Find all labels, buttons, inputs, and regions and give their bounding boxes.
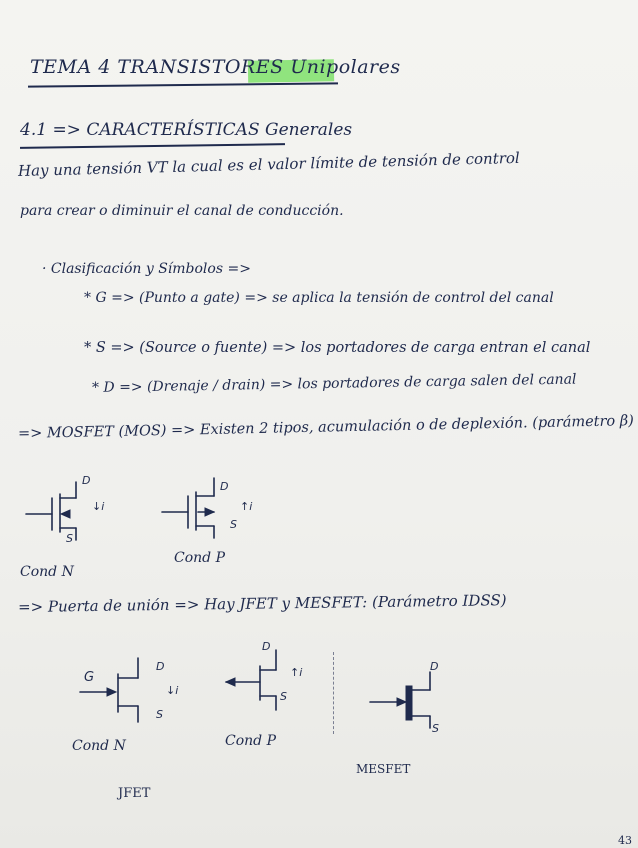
section-heading: 4.1 => CARACTERÍSTICAS Generales	[20, 120, 353, 140]
page-title: TEMA 4 TRANSISTORES Unipolares	[30, 56, 401, 78]
mosfet-line: => MOSFET (MOS) => Existen 2 tipos, acumulación o de deplexión. (parámetro β)	[17, 413, 635, 442]
classification-heading: · Clasificación y Símbolos =>	[42, 261, 251, 277]
puerta-union-line: => Puerta de unión => Hay JFET y MESFET: (Parámetro IDSS)	[17, 591, 507, 616]
cond-n-jfet-label: Cond N	[72, 738, 126, 754]
page-number: 43	[618, 834, 632, 847]
source-label: S	[280, 690, 287, 703]
source-label: S	[66, 532, 73, 545]
mesfet-label: MESFET	[356, 762, 411, 776]
arrow-in	[61, 510, 70, 518]
source-label: S	[156, 708, 163, 721]
drain-label: D	[220, 480, 229, 493]
jfet-label: JFET	[118, 786, 151, 801]
cond-p-jfet-label: Cond P	[225, 733, 276, 749]
current-label: ↑i	[290, 666, 303, 679]
divider-line	[333, 652, 334, 734]
cond-n-mos-label: Cond N	[20, 564, 74, 580]
current-label: ↓i	[92, 500, 105, 513]
item-source: * S => (Source o fuente) => los portadores de carga entran el canal	[84, 340, 591, 356]
gate-label: G	[84, 670, 95, 685]
section-underline	[20, 143, 285, 149]
arrow-out	[205, 508, 214, 516]
drain-label: D	[430, 660, 439, 673]
mosfet-p-symbol	[160, 468, 253, 548]
source-label: S	[432, 722, 439, 735]
drain-label: D	[262, 640, 271, 653]
drain-label: D	[156, 660, 165, 673]
item-gate: * G => (Punto a gate) => se aplica la tensión de control del canal	[84, 290, 554, 306]
cond-p-mos-label: Cond P	[174, 550, 225, 566]
source-label: S	[230, 518, 237, 531]
current-label: ↓i	[166, 684, 179, 697]
drain-label: D	[82, 474, 91, 487]
title-underline	[28, 82, 338, 87]
item-drain: * D => (Drenaje / drain) => los portadores de carga salen del canal	[91, 371, 577, 396]
current-label: ↑i	[240, 500, 253, 513]
text-line-2: para crear o diminuir el canal de conducción.	[20, 203, 344, 219]
mesfet-symbol	[368, 660, 468, 740]
text-line-1: Hay una tensión VT la cual es el valor límite de tensión de control	[17, 148, 520, 180]
